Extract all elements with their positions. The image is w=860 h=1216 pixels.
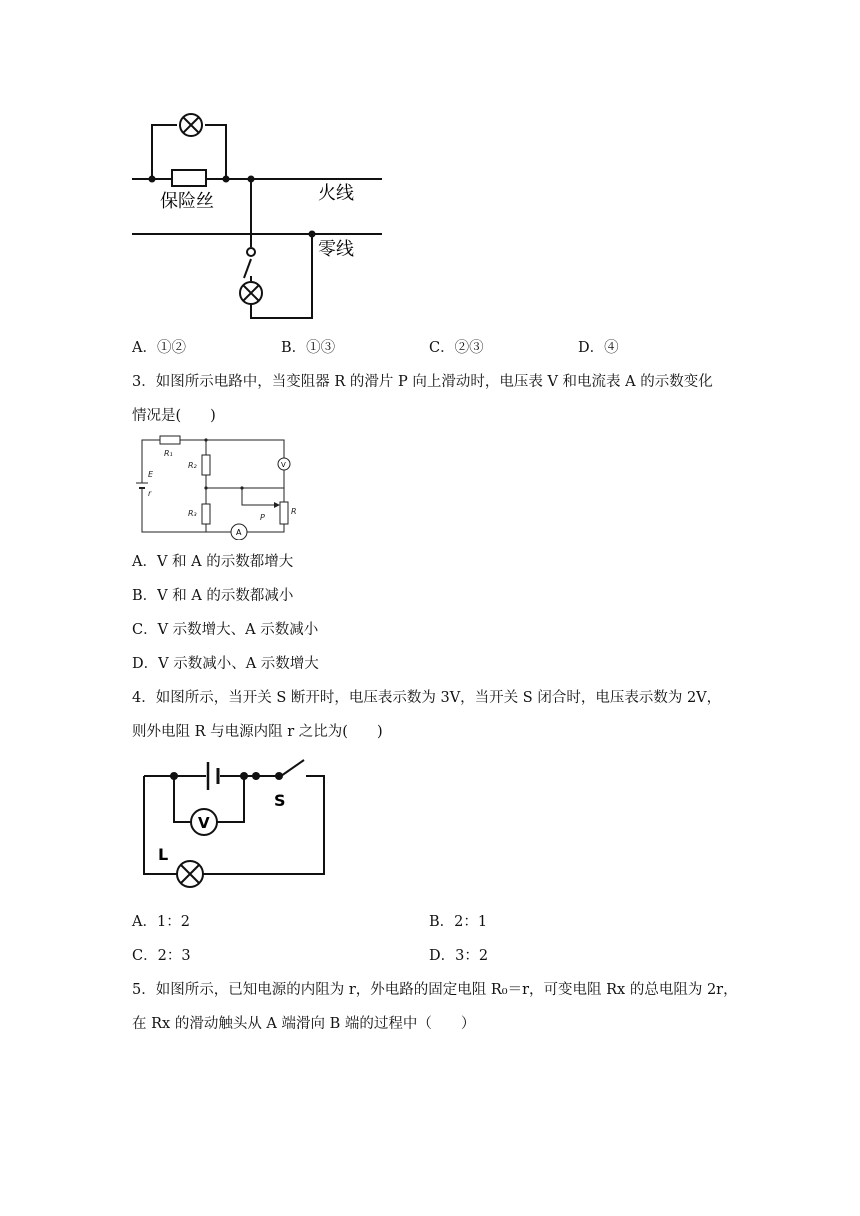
voltmeter-v-label: V: [198, 814, 210, 832]
q2-option-a: A．①②: [132, 340, 186, 356]
q4-stem-line2: 则外电阻 R 与电源内阻 r 之比为( ): [132, 724, 383, 740]
q5-stem-line1: 5．如图所示，已知电源的内阻为 r，外电路的固定电阻 R₀＝r，可变电阻 Rx 的总电阻为 2r，: [132, 982, 738, 998]
q2-option-b: B．①③: [281, 340, 336, 356]
switch-s-label: S: [274, 791, 286, 810]
q2-option-c: C．②③: [429, 340, 484, 356]
voltmeter-label: V: [281, 461, 286, 469]
q4-circuit-diagram: [136, 756, 341, 896]
live-wire-label: 火线: [318, 183, 354, 204]
q3-option-a: A．V 和 A 的示数都增大: [132, 554, 294, 570]
q3-option-b: B．V 和 A 的示数都减小: [132, 588, 294, 604]
q4-stem-line1: 4．如图所示，当开关 S 断开时，电压表示数为 3V，当开关 S 闭合时，电压表示数为 2V，: [132, 690, 722, 706]
q3-option-c: C．V 示数增大、A 示数减小: [132, 622, 319, 638]
household-circuit-diagram: [120, 95, 400, 330]
q3-stem-line1: 3．如图所示电路中，当变阻器 R 的滑片 P 向上滑动时，电压表 V 和电流表 A 的示数变化: [132, 374, 713, 390]
q4-option-c: C．2：3: [132, 948, 191, 964]
ammeter-label: A: [236, 528, 242, 537]
q4-option-d: D．3：2: [429, 948, 489, 964]
rheostat-label: R: [291, 507, 297, 516]
q3-circuit-diagram: [134, 432, 304, 540]
q3-stem-line2: 情况是( ): [132, 408, 216, 424]
r2-label: R₂: [188, 461, 197, 470]
emf-label: E: [148, 470, 154, 479]
lamp-l-label: L: [158, 845, 169, 864]
fuse-label: 保险丝: [160, 191, 214, 212]
q3-option-d: D．V 示数减小、A 示数增大: [132, 656, 319, 672]
q4-option-a: A．1：2: [132, 914, 190, 930]
r3-label: R₃: [188, 509, 197, 518]
q2-option-d: D．④: [578, 340, 619, 356]
slider-p-label: P: [260, 513, 265, 522]
r1-label: R₁: [164, 449, 173, 458]
internal-r-label: r: [148, 489, 152, 498]
q5-stem-line2: 在 Rx 的滑动触头从 A 端滑向 B 端的过程中（ ）: [132, 1016, 476, 1032]
q4-option-b: B．2：1: [429, 914, 488, 930]
neutral-wire-label: 零线: [318, 239, 354, 260]
